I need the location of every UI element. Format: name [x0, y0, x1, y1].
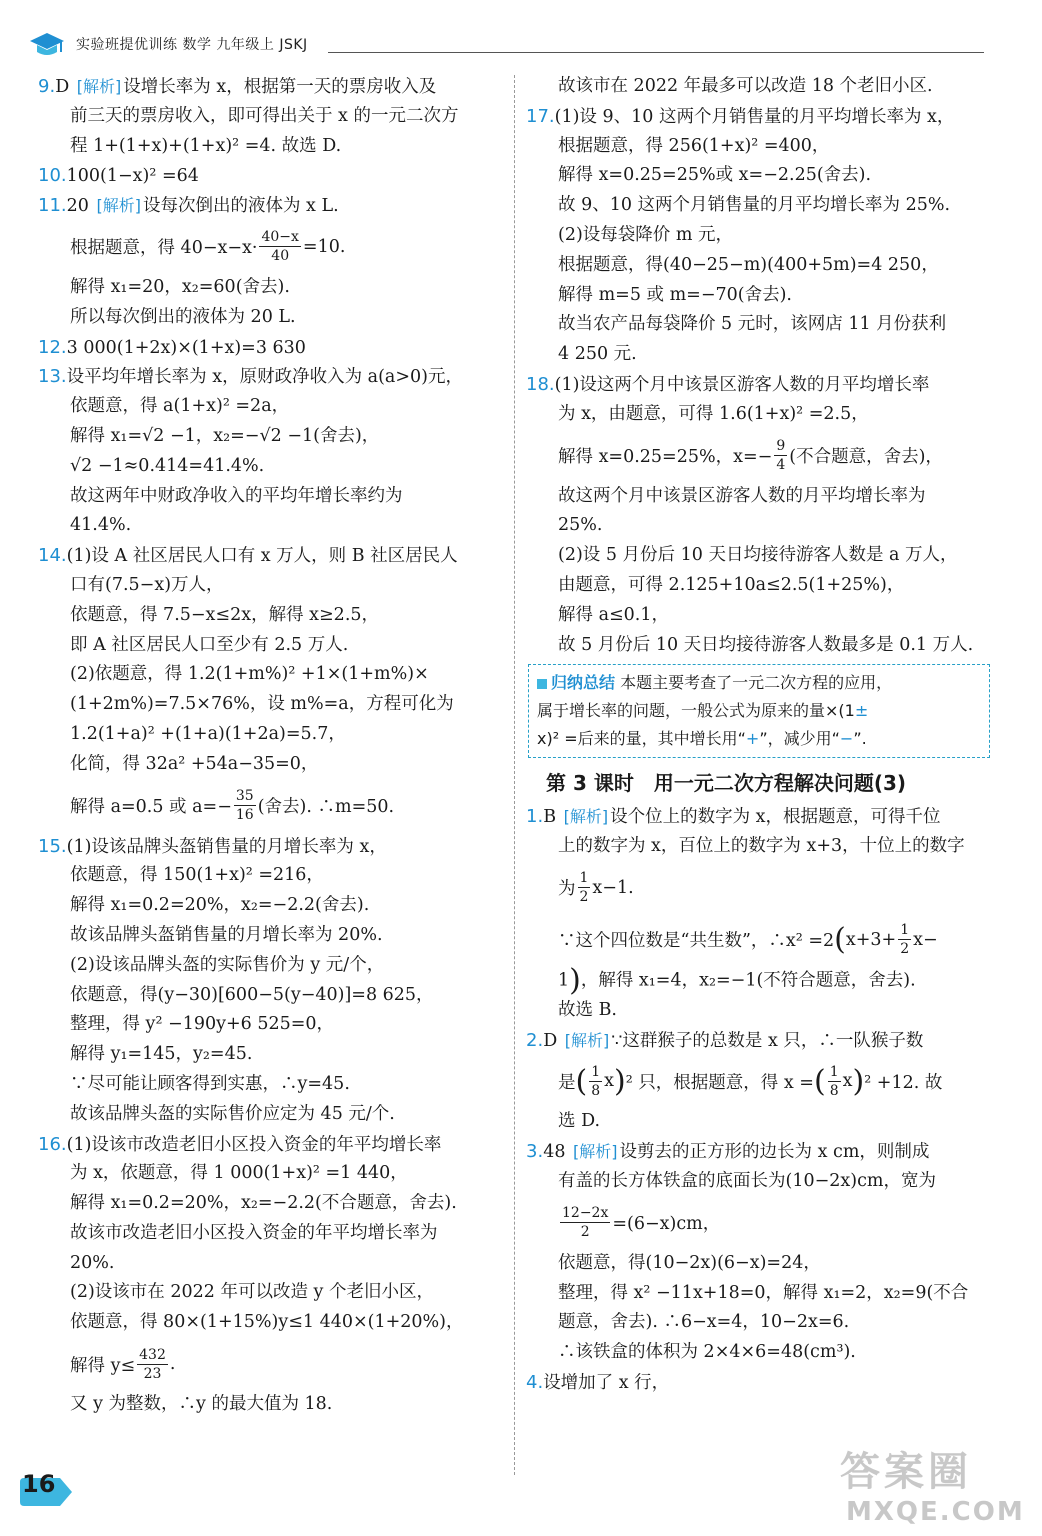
summary-box: 归纳总结 本题主要考查了一元二次方程的应用， 属于增长率的问题，一般公式为原来的量×(1± x)² =后来的量，其中增长用“+”，减少用“−”.: [528, 664, 990, 758]
analysis-tag: [解析]: [96, 196, 141, 216]
fraction: $\frac{12-2x}{2}$: [562, 1205, 609, 1241]
answer-16-conclusion: 故该市在 2022 年最多可以改造 18 个老旧小区.: [558, 76, 933, 96]
answer-14: 14.(1)设 A 社区居民人口有 x 万人，则 B 社区居民人 口有(7.5−x)万人， 依题意，得 7.5−x≤2x，解得 x≥2.5， 即 A 社区居民人口至少有 2.5 万人. (2)依题意，得 1.2(1+m%)² +1×(1+m%)× (1+2m%)=7.5×76%，设 m%=a，方程可化为 1.2(1+a)² +(1+a)(1+2a)=5.7， 化简，得 32a² +54a−35=0， 解得 a=0.5 或 a=− $\frac{35}{16}$ (舍去). ∴m=50.: [38, 545, 458, 824]
answer-18: 18.(1)设这两个月中该景区游客人数的月平均增长率 为 x，由题意，可得 1.6(1+x)² =2.5， 解得 x=0.25=25%，x=− $\frac{9}{4}$ (不合题意，舍去)， 故这两个月中该景区游客人数的月平均增长率为 25%. (2)设 5 月份后 10 天日均接待游客人数是 a 万人， 由题意，可得 2.125+10a≤2.5(1+25%)， 解得 a≤0.1， 故 5 月份后 10 天日均接待游客人数最多是 0.1 万人.: [526, 373, 974, 655]
fraction: 1 2: [579, 870, 589, 906]
analysis-tag: [解析]: [563, 807, 609, 827]
header-rule: [328, 52, 984, 53]
answer-12: 12.3 000(1+2x)×(1+x)=3 630: [38, 336, 306, 358]
answer-16: 16.(1)设该市改造老旧小区投入资金的年平均增长率 为 x，依题意，得 1 000(1+x)² =1 440， 解得 x₁=0.2=20%，x₂=−2.2(不合题意，舍去). 故该市改造老旧小区投入资金的年平均增长率为 20%. (2)设该市在 2022 年可以改造 y 个老旧小区， 依题意，得 80×(1+15%)y≤1 440×(1+20%)， 解得 y≤ $\frac{432}{23}$ . 又 y 为整数，∴y 的最大值为 18.: [38, 1133, 464, 1415]
book-title: 实验班提优训练 数学 九年级上 JSKJ: [76, 37, 308, 53]
left-column: [38, 72, 506, 1420]
right-column: [526, 72, 990, 1398]
answer-p3: 3.48 [解析] 设剪去的正方形的边长为 x cm，则制成 有盖的长方体铁盒的底面长为(10−2x)cm，宽为 $\frac{12-2x}{2}$ =(6−x)cm， 依题意，得(10−2x)(6−x)=24， 整理，得 x² −11x+18=0，解得 x₁=2，x₂=9(不合 题意，舍去). ∴6−x=4，10−2x=6. ∴该铁盒的体积为 2×4×6=48(cm³).: [526, 1141, 969, 1363]
lesson-title: 第 3 课时 用一元二次方程解决问题(3): [546, 771, 907, 796]
analysis-tag: [解析]: [573, 1142, 618, 1162]
graduation-cap-icon: [28, 30, 66, 60]
answer-11: 11.20 [解析] 设每次倒出的液体为 x L. 根据题意，得 40−x−x· $\frac{40-x}{40}$ =10. 解得 x₁=20，x₂=60(舍去). 所以每次倒出的液体为 20 L.: [38, 195, 346, 327]
fraction: $\frac{9}{4}$: [776, 438, 786, 474]
square-bullet-icon: [537, 679, 547, 689]
answer-10: 10.100(1−x)² =64: [38, 165, 199, 187]
answer-17: 17.(1)设 9、10 这两个月销售量的月平均增长率为 x， 根据题意，得 256(1+x)² =400， 解得 x=0.25=25%或 x=−2.25(舍去). 故 9、10 这两个月销售量的月平均增长率为 25%. (2)设每袋降价 m 元， 根据题意，得(40−25−m)(400+5m)=4 250， 解得 m=5 或 m=−70(舍去). 故当农产品每袋降价 5 元时，该网店 11 月份获利 4 250 元.: [526, 105, 955, 365]
fraction: 1 8: [591, 1063, 601, 1099]
answer-15: 15.(1)设该品牌头盔销售量的月增长率为 x， 依题意，得 150(1+x)² =216， 解得 x₁=0.2=20%，x₂=−2.2(舍去). 故该品牌头盔销售量的月增长率为 20%. (2)设该品牌头盔的实际售价为 y 元/个， 依题意，得(y−30)[600−5(y−40)]=8 625， 整理，得 y² −190y+6 525=0， 解得 y₁=145，y₂=45. ∵尽可能让顾客得到实惠，∴y=45. 故该品牌头盔的实际售价应定为 45 元/个.: [38, 835, 434, 1124]
answer-p1: 1.B [解析] 设个位上的数字为 x，根据题意，可得千位 上的数字为 x，百位上的数字为 x+3，十位上的数字 为 1 2 x−1. ∵这个四位数是“共生数”，∴x² =2 ( x+3+ $\frac{1}{2}$ x− 1)，解得 x₁=4，x₂=−1(不符合题意，舍去). 故选 B.: [526, 806, 965, 1020]
answer-9: 9.D [解析] 设增长率为 x，根据第一天的票房收入及 前三天的票房收入，即可得出关于 x 的一元二次方 程 1+(1+x)+(1+x)² =4. 故选 D.: [38, 76, 459, 156]
fraction: 1 8: [829, 1063, 839, 1099]
fraction: $\frac{35}{16}$: [235, 788, 254, 824]
analysis-tag: [解析]: [564, 1030, 610, 1050]
watermark: 答案圈 MXQE.COM: [840, 1449, 1025, 1527]
analysis-tag: [解析]: [76, 77, 122, 96]
page-header: [28, 30, 984, 60]
column-divider: [514, 75, 515, 1475]
answer-p2: 2.D [解析] ∵这群猴子的总数是 x 只，∴一队猴子数 是 ( 1 8 x ) ² 只，根据题意，得 x = ( 1 8 x ) ² +12. 故 选 D.: [526, 1029, 943, 1132]
fraction: $\frac{40-x}{40}$: [261, 229, 299, 265]
fraction: $\frac{432}{23}$: [139, 1346, 166, 1382]
fraction: $\frac{1}{2}$: [900, 922, 910, 958]
page-number: 16: [22, 1470, 56, 1498]
summary-tag: 归纳总结: [537, 673, 615, 692]
answer-13: 13.设平均年增长率为 x，原财政净收入为 a(a>0)元， 依题意，得 a(1+x)² =2a， 解得 x₁=√2 −1，x₂=−√2 −1(舍去)， √2 −1≈0.414=41.4%. 故这两年中财政净收入的平均年增长率约为 41.4%.: [38, 366, 463, 536]
answer-p4: 4.设增加了 x 行，: [526, 1371, 670, 1393]
